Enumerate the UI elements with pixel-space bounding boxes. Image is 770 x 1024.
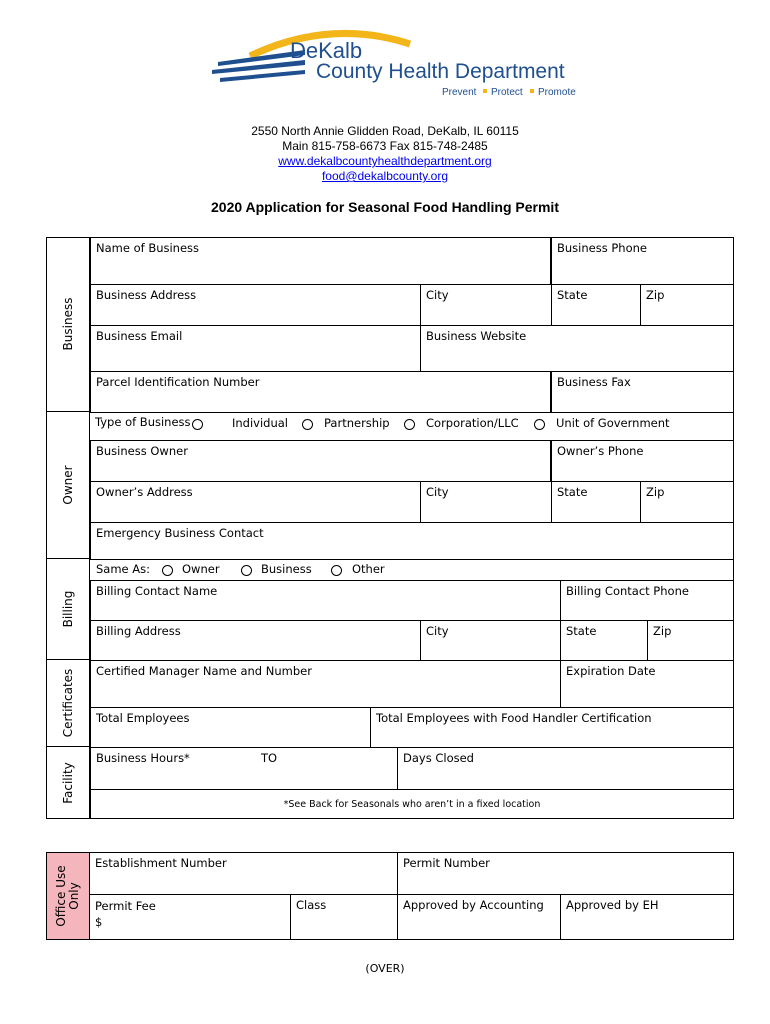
permit-number-field[interactable]: Permit Number (397, 852, 734, 895)
billing-state-field[interactable]: State (560, 620, 648, 661)
owner-state-field[interactable]: State (551, 481, 641, 523)
logo-tagline-protect: Protect (491, 87, 523, 98)
section-owner: Owner (46, 412, 90, 559)
owner-zip-field[interactable]: Zip (640, 481, 734, 523)
establishment-number-field[interactable]: Establishment Number (89, 852, 398, 895)
approved-accounting-field[interactable]: Approved by Accounting (397, 894, 561, 940)
same-business-label: Business (261, 562, 312, 576)
seasonal-note: *See Back for Seasonals who aren’t in a fixed location (90, 789, 734, 819)
option-partnership-label: Partnership (324, 416, 390, 430)
parcel-id-field[interactable]: Parcel Identification Number (90, 371, 551, 413)
permit-fee-field[interactable] (89, 894, 291, 940)
emergency-contact-field[interactable]: Emergency Business Contact (90, 522, 734, 560)
radio-partnership[interactable] (302, 419, 313, 430)
section-certificates: Certificates (46, 660, 90, 747)
section-business: Business (46, 237, 90, 412)
radio-individual[interactable] (192, 419, 203, 430)
business-website-field[interactable]: Business Website (420, 325, 734, 372)
business-zip-field[interactable]: Zip (640, 284, 734, 326)
total-employees-field[interactable]: Total Employees (90, 707, 371, 748)
billing-contact-phone-field[interactable]: Billing Contact Phone (560, 580, 734, 621)
logo-line2: County Health Department (316, 60, 565, 83)
logo-tagline-prevent: Prevent (442, 87, 477, 98)
food-handler-cert-field[interactable]: Total Employees with Food Handler Certification (370, 707, 734, 748)
owner-phone-field[interactable]: Owner’s Phone (551, 440, 734, 482)
radio-same-owner[interactable] (162, 565, 173, 576)
website-link[interactable]: www.dekalbcountyhealthdepartment.org (278, 154, 492, 168)
tagline-dot (483, 89, 487, 93)
business-phone-field[interactable]: Business Phone (551, 237, 734, 285)
business-name-field[interactable]: Name of Business (90, 237, 551, 285)
billing-address-field[interactable]: Billing Address (90, 620, 421, 661)
billing-contact-name-field[interactable]: Billing Contact Name (90, 580, 561, 621)
section-office-use: Office Use Only (46, 852, 90, 940)
logo-line1: DeKalb (290, 38, 363, 63)
radio-corporation[interactable] (404, 419, 415, 430)
business-state-field[interactable]: State (551, 284, 641, 326)
type-of-business-label: Type of Business (95, 415, 191, 429)
business-email-field[interactable]: Business Email (90, 325, 421, 372)
over-label: (OVER) (365, 962, 405, 975)
permit-fee-label: Permit Fee (95, 899, 156, 913)
same-owner-label: Owner (182, 562, 220, 576)
option-government-label: Unit of Government (556, 416, 670, 430)
section-facility: Facility (46, 747, 90, 819)
option-corporation-label: Corporation/LLC (426, 416, 519, 430)
logo-tagline-promote: Promote (538, 87, 576, 98)
business-address-field[interactable]: Business Address (90, 284, 421, 326)
owner-address-field[interactable]: Owner’s Address (90, 481, 421, 523)
billing-city-field[interactable]: City (420, 620, 561, 661)
hours-to-label: TO (261, 751, 278, 765)
business-owner-field[interactable]: Business Owner (90, 440, 551, 482)
address-line: 2550 North Annie Glidden Road, DeKalb, IL 60115 (251, 124, 519, 138)
business-fax-field[interactable]: Business Fax (551, 371, 734, 413)
same-as-label: Same As: (96, 562, 151, 576)
section-billing: Billing (46, 559, 90, 660)
form-title: 2020 Application for Seasonal Food Handling Permit (211, 199, 559, 215)
expiration-date-field[interactable]: Expiration Date (560, 660, 734, 708)
business-hours-field[interactable] (90, 747, 398, 790)
dollar-sign: $ (95, 915, 103, 929)
business-hours-label: Business Hours* (96, 751, 190, 765)
class-field[interactable]: Class (290, 894, 398, 940)
approved-eh-field[interactable]: Approved by EH (560, 894, 734, 940)
radio-unit-of-government[interactable] (534, 419, 545, 430)
days-closed-field[interactable]: Days Closed (397, 747, 734, 790)
option-individual-label: Individual (232, 416, 289, 430)
dekalb-health-logo (210, 26, 590, 102)
email-link[interactable]: food@dekalbcounty.org (321, 169, 449, 183)
billing-zip-field[interactable]: Zip (647, 620, 734, 661)
tagline-dot (530, 89, 534, 93)
radio-same-other[interactable] (331, 565, 342, 576)
same-other-label: Other (352, 562, 385, 576)
phone-line: Main 815-758-6673 Fax 815-748-2485 (282, 139, 488, 153)
business-city-field[interactable]: City (420, 284, 552, 326)
certified-manager-field[interactable]: Certified Manager Name and Number (90, 660, 561, 708)
radio-same-business[interactable] (241, 565, 252, 576)
owner-city-field[interactable]: City (420, 481, 552, 523)
